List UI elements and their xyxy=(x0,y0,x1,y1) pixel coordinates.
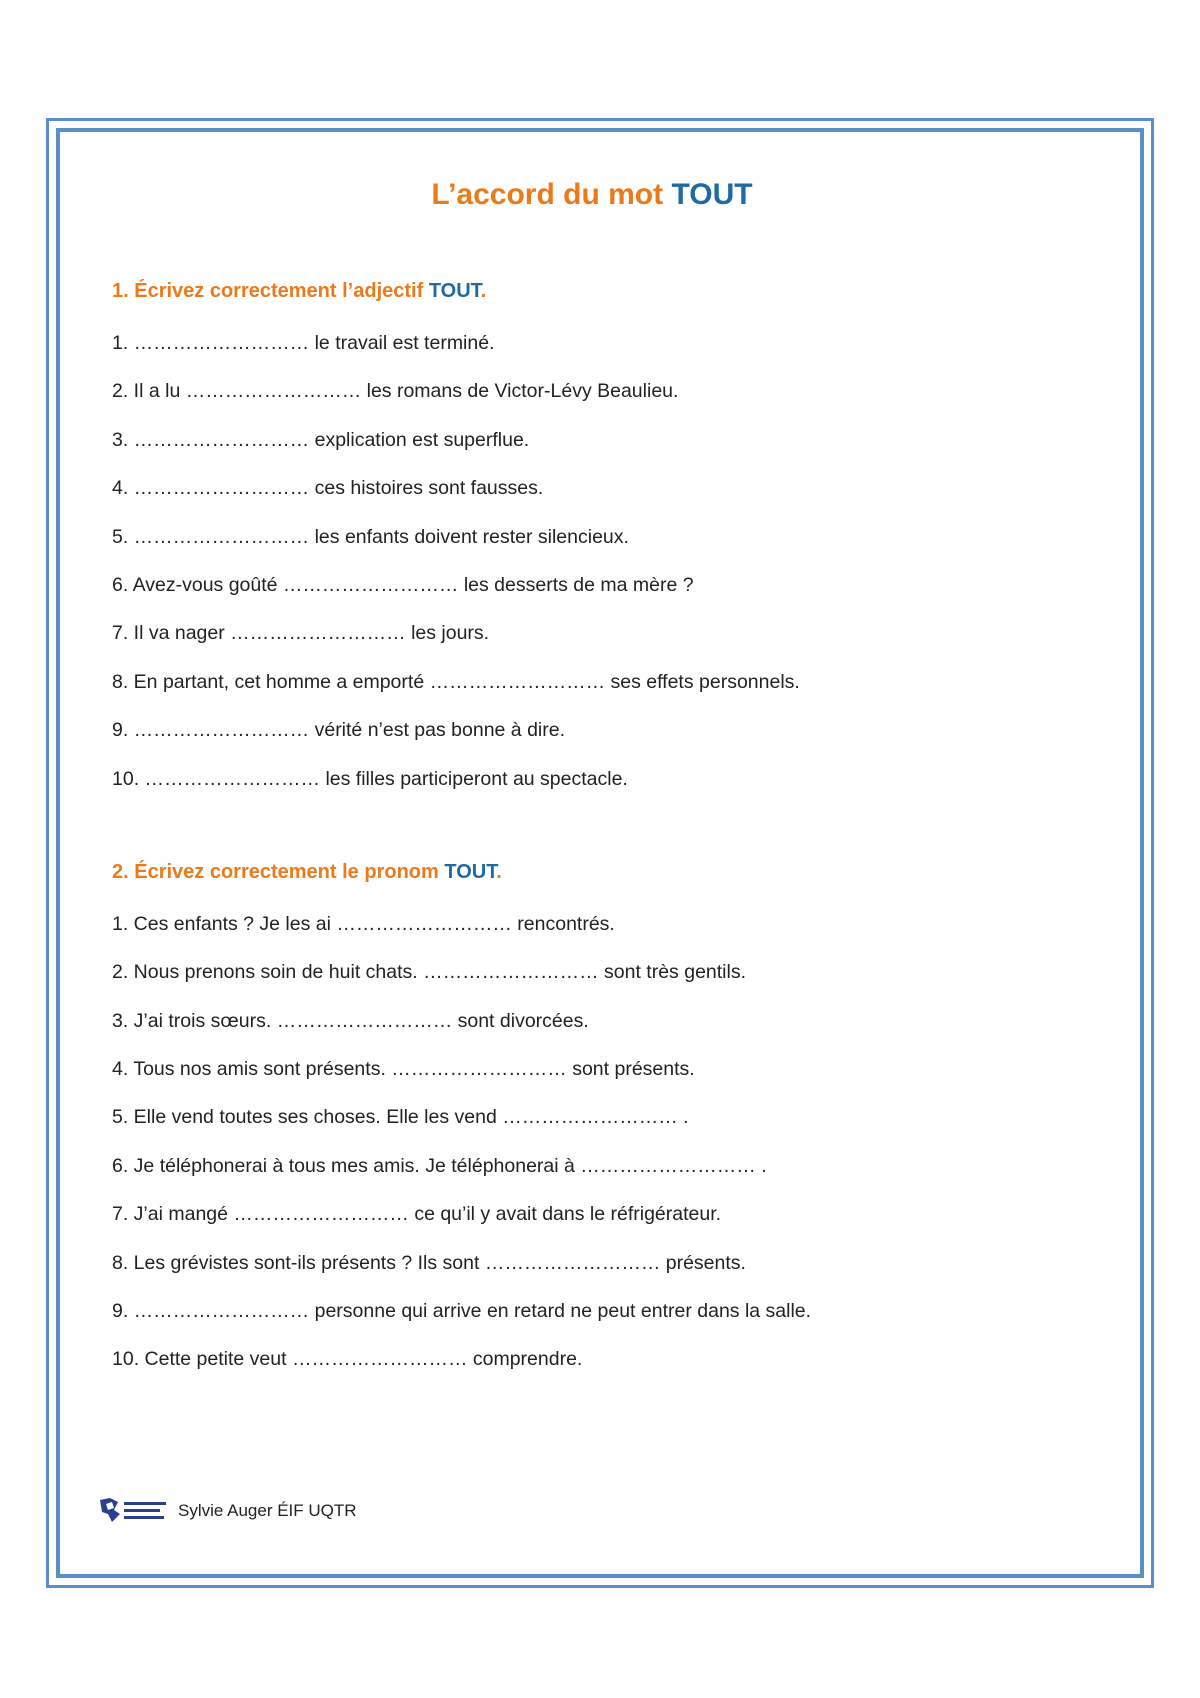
title-text: L’accord du mot xyxy=(431,178,672,211)
section2-heading-text: 2. Écrivez correctement le pronom xyxy=(112,860,445,883)
list-item: 2. Il a lu ……………………… les romans de Victor-Lévy Beaulieu. xyxy=(112,380,679,403)
section2-heading xyxy=(112,861,1072,889)
section1-heading-keyword: TOUT xyxy=(428,280,481,302)
school-logo xyxy=(98,1496,170,1526)
list-item: 8. En partant, cet homme a emporté ……………………… ses effets personnels. xyxy=(112,670,800,693)
section1-heading-period: . xyxy=(480,280,487,302)
section2-heading-period: . xyxy=(496,860,502,883)
worksheet xyxy=(112,160,1072,1394)
list-item: 7. Il va nager ……………………… les jours. xyxy=(112,622,490,645)
list-item: 2. Nous prenons soin de huit chats. ……………………… sont très gentils. xyxy=(112,961,747,984)
list-item: 10. Cette petite veut ……………………… comprendre. xyxy=(112,1348,583,1371)
section2-list xyxy=(112,910,1072,1394)
list-item: 9. ……………………… personne qui arrive en retard ne peut entrer dans la salle. xyxy=(112,1300,812,1323)
list-item: 5. Elle vend toutes ses choses. Elle les vend ……………………… . xyxy=(112,1106,689,1129)
list-item: 10. ……………………… les filles participeront au spectacle. xyxy=(112,767,628,790)
title-keyword: TOUT xyxy=(671,178,753,211)
footer xyxy=(98,1496,357,1526)
list-item: 3. ……………………… explication est superflue. xyxy=(112,428,530,451)
list-item: 6. Je téléphonerai à tous mes amis. Je téléphonerai à ……………………… . xyxy=(112,1154,767,1177)
section1-heading-text: 1. Écrivez correctement l’adjectif xyxy=(112,280,429,302)
list-item: 1. Ces enfants ? Je les ai ……………………… rencontrés. xyxy=(112,912,615,935)
list-item: 9. ……………………… vérité n’est pas bonne à dire. xyxy=(112,719,566,742)
section1-heading xyxy=(112,280,1072,308)
section1-list xyxy=(112,329,1072,813)
list-item: 3. J’ai trois sœurs. ……………………… sont divorcées. xyxy=(112,1009,589,1032)
page-title xyxy=(112,178,1072,214)
list-item: 7. J’ai mangé ……………………… ce qu’il y avait dans le réfrigérateur. xyxy=(112,1203,722,1226)
section2-heading-keyword: TOUT xyxy=(444,860,497,883)
list-item: 1. ……………………… le travail est terminé. xyxy=(112,332,495,354)
footer-author: Sylvie Auger ÉIF UQTR xyxy=(178,1501,357,1520)
list-item: 8. Les grévistes sont-ils présents ? Ils sont ……………………… présents. xyxy=(112,1251,746,1274)
list-item: 4. ……………………… ces histoires sont fausses. xyxy=(112,477,544,500)
list-item: 6. Avez-vous goûté ……………………… les desserts de ma mère ? xyxy=(112,573,694,596)
list-item: 4. Tous nos amis sont présents. ……………………… sont présents. xyxy=(112,1058,695,1081)
list-item: 5. ……………………… les enfants doivent rester silencieux. xyxy=(112,525,629,548)
